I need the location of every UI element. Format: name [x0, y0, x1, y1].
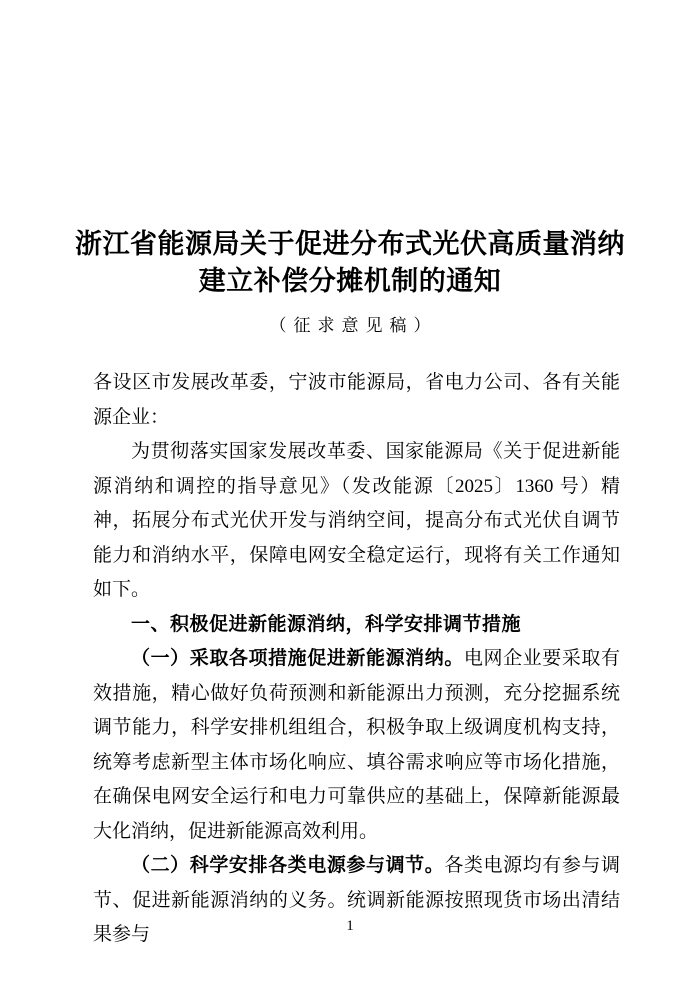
item-2-lead: （二）科学安排各类电源参与调节。 [131, 855, 445, 876]
section-1-heading: 一、积极促进新能源消纳，科学安排调节措施 [131, 613, 522, 635]
document-title [0, 226, 700, 300]
document-title-line-1: 浙江省能源局关于促进分布式光伏高质量消纳 [75, 229, 625, 259]
intro-paragraph: 为贯彻落实国家发展改革委、国家能源局《关于促进新能源消纳和调控的指导意见》（发改能源〔2025〕1360 号）精神，拓展分布式光伏开发与消纳空间，提高分布式光伏自调节能力和消纳水平，保障电网安全稳定运行，现将有关工作通知如下。 [93, 441, 620, 600]
item-2-paragraph [93, 849, 620, 953]
document-title-line-2: 建立补偿分摊机制的通知 [198, 266, 502, 296]
item-1-lead: （一）采取各项措施促进新能源消纳。 [131, 648, 464, 669]
document-subtitle: （征求意见稿） [269, 316, 438, 335]
page-number: 1 [346, 918, 354, 934]
item-1-paragraph [93, 642, 620, 849]
item-2-body: 各类电源均有参与调节、促进新能源消纳的义务。统调新能源按照现货市场出清结果参与 [93, 855, 620, 945]
document-body [93, 366, 620, 953]
salutation-paragraph: 各设区市发展改革委，宁波市能源局，省电力公司、各有关能源企业： [93, 372, 620, 428]
item-1-body: 电网企业要采取有效措施，精心做好负荷预测和新能源出力预测，充分挖掘系统调节能力，科学安排机组组合，积极争取上级调度机构支持，统筹考虑新型主体市场化响应、填谷需求响应等市场化措施，在确保电网安全运行和电力可靠供应的基础上，保障新能源最大化消纳，促进新能源高效利用。 [93, 648, 620, 842]
